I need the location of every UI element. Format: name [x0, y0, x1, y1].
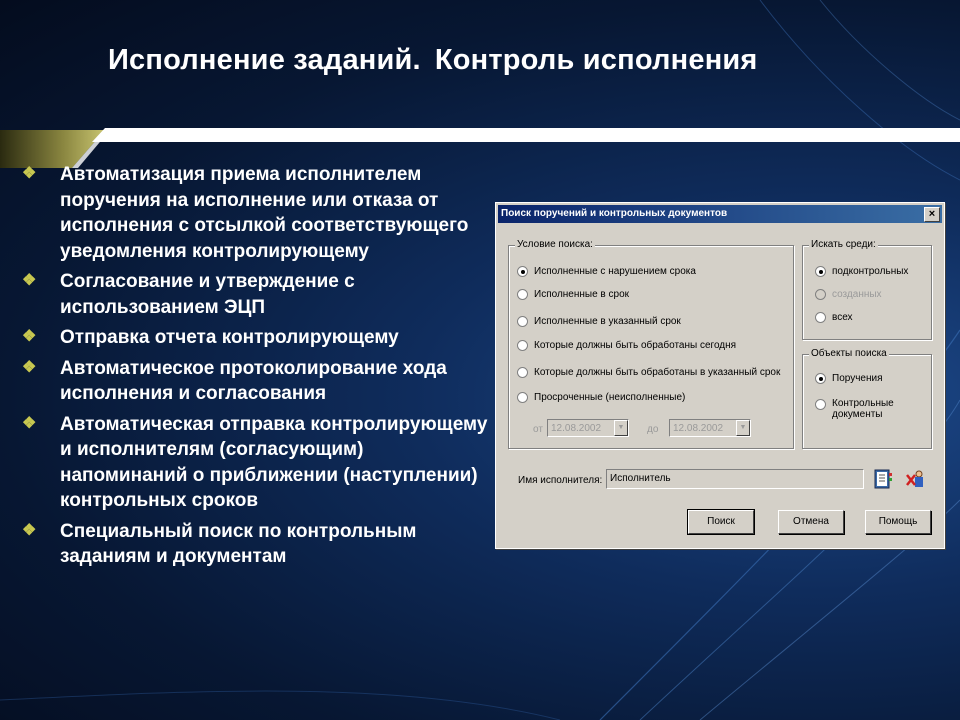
radio-label: Исполненные в указанный срок: [534, 316, 681, 327]
diamond-bullet-icon: ❖: [22, 328, 37, 345]
radio-all[interactable]: [815, 312, 853, 323]
radio-created[interactable]: [815, 289, 882, 300]
help-button[interactable]: Помощь: [865, 510, 931, 534]
chevron-down-icon[interactable]: ▼: [736, 420, 750, 436]
radio-label: Просроченные (неисполненные): [534, 392, 686, 403]
radio-label: Которые должны быть обработаны в указанный срок: [534, 367, 781, 378]
dialog-title: Поиск поручений и контрольных документов: [501, 208, 728, 219]
radio-label: подконтрольных: [832, 266, 909, 277]
radio-icon: [517, 316, 528, 327]
radio-label: Исполненные в срок: [534, 289, 630, 300]
bullet-item: [20, 356, 490, 407]
bullet-text: Автоматическая отправка контролирующему и исполнителям (согласующим) напоминаний о приближении (наступлении) контрольных сроков: [60, 413, 488, 511]
radio-executed-in-period[interactable]: [517, 316, 681, 327]
date-to-value: 12.08.2002: [673, 423, 724, 434]
radio-control-documents[interactable]: [815, 398, 895, 420]
search-conditions-group: [508, 239, 794, 449]
executor-label: Имя исполнителя:: [518, 475, 603, 486]
radio-icon: [517, 289, 528, 300]
radio-label: Поручения: [832, 373, 883, 384]
radio-selected-icon: [815, 266, 826, 277]
radio-due-today[interactable]: [517, 340, 736, 351]
diamond-bullet-icon: ❖: [22, 414, 37, 432]
radio-label: созданных: [832, 289, 882, 300]
radio-label: Контрольные документы: [832, 398, 894, 420]
radio-overdue-executed[interactable]: [517, 266, 696, 277]
search-dialog: [495, 202, 945, 549]
chevron-down-icon[interactable]: ▼: [614, 420, 628, 436]
bullet-text: Согласование и утверждение с использованием ЭЦП: [60, 271, 355, 318]
date-from-value: 12.08.2002: [551, 423, 602, 434]
executor-input[interactable]: [606, 469, 864, 489]
radio-selected-icon: [815, 373, 826, 384]
date-from-label: от: [533, 424, 543, 435]
diamond-bullet-icon: ❖: [22, 272, 37, 289]
bullet-text: Автоматизация приема исполнителем поручения на исполнение или отказа от исполнения с отсылкой соответствующего уведомления контролирующему: [60, 164, 469, 262]
close-icon: ×: [928, 208, 936, 220]
title-part-2: Контроль исполнения: [434, 44, 758, 76]
clear-executor-icon[interactable]: [904, 467, 926, 491]
search-conditions-legend: Условие поиска:: [517, 239, 593, 250]
radio-overdue-unexecuted[interactable]: [517, 392, 685, 403]
executor-value: Исполнитель: [610, 473, 671, 484]
diamond-bullet-icon: ❖: [22, 165, 37, 182]
radio-label: Которые должны быть обработаны сегодня: [534, 340, 737, 351]
cancel-button[interactable]: Отмена: [778, 510, 844, 534]
date-to-label: до: [647, 424, 659, 435]
bullet-text: Автоматическое протоколирование хода исполнения и согласования: [60, 357, 447, 404]
search-button[interactable]: Поиск: [688, 510, 754, 534]
radio-icon: [815, 399, 826, 410]
radio-icon: [517, 367, 528, 378]
diamond-bullet-icon: ❖: [22, 358, 37, 376]
bullet-item: [20, 412, 490, 514]
radio-icon: [517, 340, 528, 351]
close-button[interactable]: [924, 207, 940, 222]
bullet-item: [20, 325, 490, 351]
search-among-legend: Искать среди:: [811, 239, 876, 250]
slide-title: [108, 44, 928, 77]
radio-subordinate[interactable]: [815, 266, 908, 277]
search-objects-legend: Объекты поиска: [811, 348, 887, 359]
search-among-group: [802, 239, 932, 340]
radio-due-in-period[interactable]: [517, 367, 780, 378]
dialog-titlebar[interactable]: [498, 205, 942, 223]
radio-selected-icon: [517, 266, 528, 277]
diamond-bullet-icon: ❖: [22, 521, 37, 539]
bullet-list: [20, 162, 490, 575]
bullet-item: [20, 162, 490, 264]
bullet-text: Отправка отчета контролирующему: [60, 327, 399, 348]
radio-label: всех: [832, 312, 853, 323]
radio-label: Исполненные с нарушением срока: [534, 266, 696, 277]
search-objects-group: [802, 348, 932, 449]
radio-assignments[interactable]: [815, 373, 883, 384]
date-to-picker[interactable]: [669, 419, 751, 437]
bullet-text: Специальный поиск по контрольным заданиям и документам: [60, 520, 417, 567]
radio-icon: [815, 289, 826, 300]
address-book-icon[interactable]: [872, 467, 894, 491]
radio-icon: [815, 312, 826, 323]
bullet-item: [20, 269, 490, 320]
radio-executed-on-time[interactable]: [517, 289, 629, 300]
radio-icon: [517, 392, 528, 403]
title-part-1: Исполнение заданий.: [108, 44, 421, 76]
date-from-picker[interactable]: [547, 419, 629, 437]
bullet-item: [20, 519, 490, 570]
